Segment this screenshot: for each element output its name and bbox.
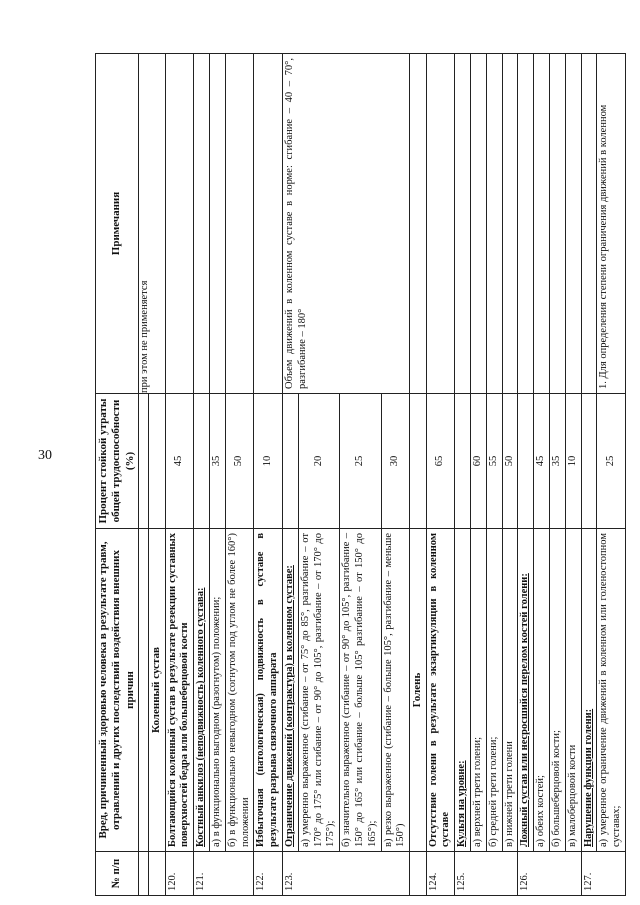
row-pct-123a: 20 <box>298 394 339 529</box>
rotated-table-container <box>95 54 623 896</box>
table-row <box>254 54 283 896</box>
table-row <box>283 54 299 896</box>
row-title-123: Ограничение движений (контрактура) в коленном суставе: <box>283 529 299 852</box>
row-num-122: 122. <box>254 852 283 896</box>
section-row-shin <box>410 54 426 896</box>
row-pct-124: 65 <box>426 394 455 529</box>
row-text-125b: б) средней трети голени; <box>486 529 502 852</box>
row-pct-121a: 35 <box>210 394 226 529</box>
row-title-126: Ложный сустав или несросшийся перелом костей голени: <box>518 529 534 852</box>
row-text-127a: а) умеренное ограничение движений в коленном или голеностопном суставах; <box>597 529 626 852</box>
row-text-123b: б) значительно выраженное (сгибание – от 90° до 105°, разгибание – 150° до 165° или сгибание – больше 105° разгибание – от 150° до 165°); <box>340 529 381 852</box>
table-row <box>470 54 486 896</box>
table-row <box>518 54 534 896</box>
note-not-applied: при этом не применяется <box>139 54 165 394</box>
table-row <box>210 54 226 896</box>
header-num: № п/п <box>96 852 139 896</box>
row-num-121: 121. <box>194 852 254 896</box>
table-header-row <box>96 54 139 896</box>
table-row <box>225 54 254 896</box>
header-percent: Процент стойкой утраты общей трудоспособности (%) <box>96 394 139 529</box>
row-title-127: Нарушение функции голени: <box>581 529 597 852</box>
row-text-123c: в) резко выраженное (сгибание – больше 105°, разгибание – меньше 150°) <box>381 529 410 852</box>
table-row <box>534 54 550 896</box>
header-harm: Вред, причиненный здоровью человека в результате травм, отравлений и других последствий воздействия внешних причин <box>96 529 139 852</box>
table-row <box>455 54 471 896</box>
row-text-121a: а) в функционально выгодном (разогнутом) положении; <box>210 529 226 852</box>
row-pct-125c: 50 <box>502 394 518 529</box>
row-text-124: Отсутствие голени в результате экзартикуляции в коленном суставе <box>426 529 455 852</box>
row-pct-121b: 50 <box>225 394 254 529</box>
row-text-122: Избыточная (патологическая) подвижность в суставе в результате разрыва связочного аппарата <box>254 529 283 852</box>
row-text-126a: а) обеих костей; <box>534 529 550 852</box>
table-row <box>581 54 597 896</box>
table-row <box>426 54 455 896</box>
row-num-124: 124. <box>426 852 455 896</box>
table-row <box>194 54 210 896</box>
row-pct-120: 45 <box>165 394 194 529</box>
row-pct-126b: 35 <box>549 394 565 529</box>
row-title-125: Культя на уровне: <box>455 529 471 852</box>
table-row <box>486 54 502 896</box>
row-pct-127a: 25 <box>597 394 626 529</box>
row-title-121: Костный анкилоз (неподвижность) коленного сустава: <box>194 529 210 852</box>
row-pct-123c: 30 <box>381 394 410 529</box>
row-pct-125a: 60 <box>470 394 486 529</box>
row-pct-122: 10 <box>254 394 283 529</box>
row-num-126: 126. <box>518 852 581 896</box>
row-num-125: 125. <box>455 852 518 896</box>
row-pct-126a: 45 <box>534 394 550 529</box>
note-knee-range: Объем движений в коленном суставе в норме: сгибание – 40 – 70°, разгибание – 180° <box>283 54 410 394</box>
row-pct-123b: 25 <box>340 394 381 529</box>
row-text-126c: в) малоберцовой кости <box>565 529 581 852</box>
row-pct-125b: 55 <box>486 394 502 529</box>
table-row <box>549 54 565 896</box>
row-num-120: 120. <box>165 852 194 896</box>
row-text-126b: б) большеберцовой кости; <box>549 529 565 852</box>
row-text-125c: в) нижней трети голени <box>502 529 518 852</box>
row-text-121b: б) в функционально невыгодном (согнутом под углом не более 160°) положении <box>225 529 254 852</box>
row-text-120: Болтающийся коленный сустав в результате резекции суставных поверхностей бедра или большеберцовой кости <box>165 529 194 852</box>
section-knee: Коленный сустав <box>149 529 165 852</box>
row-pct-126c: 10 <box>565 394 581 529</box>
section-shin: Голень <box>410 529 426 852</box>
row-text-123a: а) умеренно выраженное (сгибание – от 75° до 85°, разгибание – от 170° до 175° или сгибание – от 90° до 105°, разгибание – от 170° до 175°); <box>298 529 339 852</box>
header-notes: Примечания <box>96 54 139 394</box>
page-number: 30 <box>38 448 52 463</box>
table-row <box>502 54 518 896</box>
table-row <box>565 54 581 896</box>
row-num-123: 123. <box>283 852 410 896</box>
row-num-127: 127. <box>581 852 625 896</box>
note-127: 1. Для определения степени ограничения движений в коленном <box>597 54 626 394</box>
table-row <box>165 54 194 896</box>
table-row <box>597 54 626 896</box>
harm-percent-table <box>95 53 626 896</box>
spacer-row <box>139 54 149 896</box>
row-text-125a: а) верхней трети голени; <box>470 529 486 852</box>
